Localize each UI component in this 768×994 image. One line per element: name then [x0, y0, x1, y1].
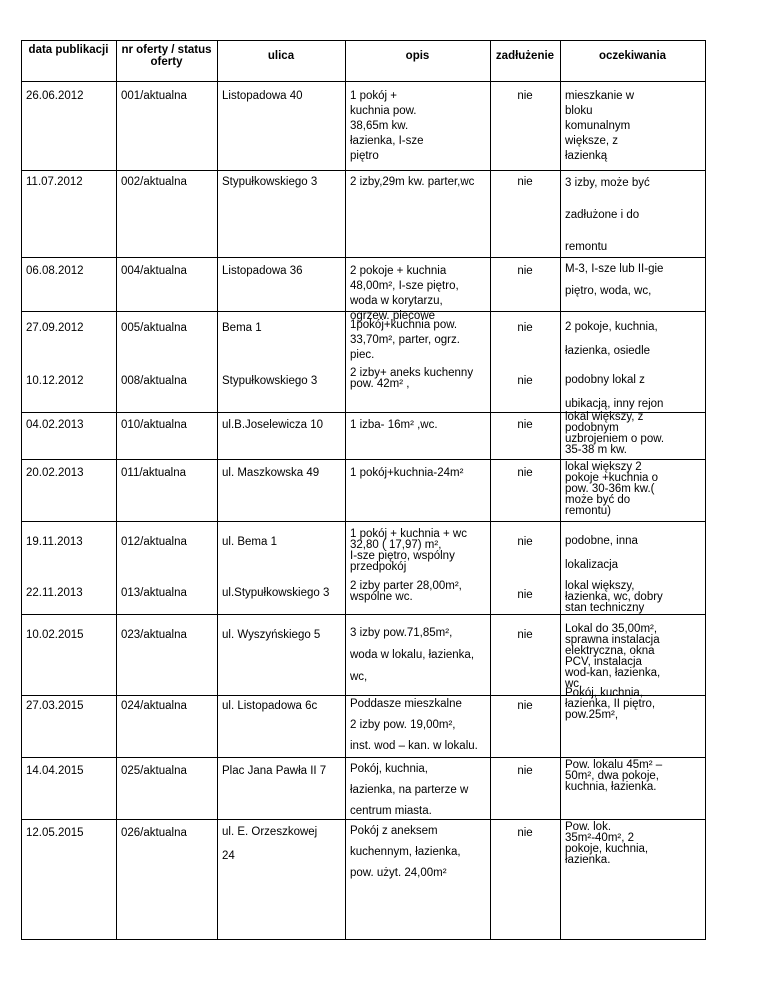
cell-debt: nie: [517, 375, 533, 387]
cell-offer: 025/aktualna: [121, 765, 187, 777]
cell-description: 2 pokoje + kuchnia 48,00m², I-sze piętro, woda w korytarzu, ogrzew. piecowe: [350, 265, 459, 322]
table-rule: [116, 40, 117, 940]
cell-street: ul. Maszkowska 49: [222, 467, 320, 479]
cell-debt: nie: [517, 827, 533, 839]
cell-debt: nie: [517, 265, 533, 277]
cell-street: Bema 1: [222, 322, 262, 334]
cell-offer: 005/aktualna: [121, 322, 187, 334]
cell-date: 26.06.2012: [26, 90, 84, 102]
cell-date: 20.02.2013: [26, 467, 84, 479]
header-street: ulica: [267, 50, 295, 62]
cell-date: 14.04.2015: [26, 765, 84, 777]
cell-street: Listopadowa 40: [222, 90, 303, 102]
cell-date: 27.09.2012: [26, 322, 84, 334]
cell-description: Pokój z aneksem kuchennym, łazienka, pow. użyt. 24,00m²: [350, 825, 461, 879]
cell-date: 04.02.2013: [26, 419, 84, 431]
header-debt: zadłużenie: [495, 50, 555, 62]
cell-debt: nie: [517, 765, 533, 777]
cell-description: Poddasze mieszkalne 2 izby pow. 19,00m², inst. wod – kan. w lokalu.: [350, 698, 478, 752]
cell-offer: 008/aktualna: [121, 375, 187, 387]
cell-offer: 012/aktualna: [121, 536, 187, 548]
cell-date: 12.05.2015: [26, 827, 84, 839]
cell-expectations: Pow. lok. 35m²-40m², 2 pokoje, kuchnia, łazienka.: [565, 821, 649, 866]
cell-offer: 002/aktualna: [121, 176, 187, 188]
cell-expectations: lokal większy, łazienka, wc, dobry stan techniczny: [565, 580, 663, 614]
table-rule: [21, 819, 706, 820]
cell-expectations: podobne, inna lokalizacja: [565, 535, 638, 571]
cell-debt: nie: [517, 536, 533, 548]
cell-street: ul. Wyszyńskiego 5: [222, 629, 321, 641]
cell-expectations: Pow. lokalu 45m² – 50m², dwa pokoje, kuchnia, łazienka.: [565, 759, 663, 793]
cell-street: ul.B.Joselewicza 10: [222, 419, 323, 431]
cell-description: 2 izby+ aneks kuchenny pow. 42m² ,: [350, 367, 474, 390]
table-rule: [21, 614, 706, 615]
cell-street: Stypułkowskiego 3: [222, 176, 318, 188]
cell-expectations: lokal większy, z podobnym uzbrojeniem o pow. 35-38 m kw.: [565, 411, 665, 456]
header-expectations: oczekiwania: [598, 50, 667, 62]
cell-offer: 010/aktualna: [121, 419, 187, 431]
cell-description: 1 pokój+kuchnia-24m²: [350, 467, 464, 479]
cell-offer: 024/aktualna: [121, 700, 187, 712]
cell-debt: nie: [517, 467, 533, 479]
table-rule: [217, 40, 218, 940]
cell-date: 11.07.2012: [26, 176, 83, 188]
cell-description: 3 izby pow.71,85m², woda w lokalu, łazienka, wc,: [350, 627, 475, 683]
cell-street: ul.Stypułkowskiego 3: [222, 587, 330, 599]
cell-date: 22.11.2013: [26, 587, 83, 599]
cell-street: Listopadowa 36: [222, 265, 303, 277]
cell-offer: 026/aktualna: [121, 827, 187, 839]
header-offer-number: nr oferty / status oferty: [121, 44, 212, 68]
cell-street: ul. E. Orzeszkowej 24: [222, 826, 318, 862]
table-rule: [21, 757, 706, 758]
cell-offer: 013/aktualna: [121, 587, 187, 599]
cell-offer: 011/aktualna: [121, 467, 187, 479]
cell-date: 27.03.2015: [26, 700, 84, 712]
cell-date: 10.12.2012: [26, 375, 84, 387]
cell-debt: nie: [517, 90, 533, 102]
table-rule: [560, 40, 561, 940]
table-rule: [345, 40, 346, 940]
cell-expectations: M-3, I-sze lub II-gie piętro, woda, wc,: [565, 263, 664, 297]
cell-offer: 023/aktualna: [121, 629, 187, 641]
cell-debt: nie: [517, 629, 533, 641]
cell-expectations: mieszkanie w bloku komunalnym większe, z łazienką: [565, 90, 635, 162]
table-rule: [21, 521, 706, 522]
cell-street: ul. Listopadowa 6c: [222, 700, 318, 712]
cell-date: 10.02.2015: [26, 629, 84, 641]
cell-debt: nie: [517, 589, 533, 601]
header-description: opis: [405, 50, 430, 62]
cell-offer: 004/aktualna: [121, 265, 187, 277]
cell-description: 1pokój+kuchnia pow. 33,70m², parter, ogrz. piec.: [350, 319, 460, 361]
cell-description: 2 izby,29m kw. parter,wc: [350, 176, 475, 188]
cell-date: 19.11.2013: [26, 536, 83, 548]
table-rule: [21, 459, 706, 460]
cell-description: Pokój, kuchnia, łazienka, na parterze w centrum miasta.: [350, 763, 469, 817]
table-rule: [705, 40, 706, 940]
cell-debt: nie: [517, 322, 533, 334]
cell-offer: 001/aktualna: [121, 90, 187, 102]
cell-expectations: lokal większy 2 pokoje +kuchnia o pow. 30-36m kw.( może być do remontu): [565, 461, 659, 517]
cell-expectations: Lokal do 35,00m², sprawna instalacja elektryczna, okna PCV, instalacja wod-kan, łazienka, wc.: [565, 623, 661, 690]
table-rule: [21, 257, 706, 258]
cell-debt: nie: [517, 419, 533, 431]
table-rule: [21, 170, 706, 171]
table-rule: [21, 40, 706, 41]
cell-debt: nie: [517, 700, 533, 712]
cell-expectations: Pokój, kuchnia, łazienka, II piętro, pow.25m²,: [565, 687, 656, 721]
cell-expectations: podobny lokal z ubikacją, inny rejon: [565, 374, 664, 410]
cell-expectations: 3 izby, może być zadłużone i do remontu: [565, 177, 650, 253]
cell-street: ul. Bema 1: [222, 536, 277, 548]
table-rule: [21, 81, 706, 82]
cell-description: 1 pokój + kuchnia + wc 32,80 ( 17,97) m², I-sze piętro, wspólny przedpokój: [350, 528, 467, 573]
cell-debt: nie: [517, 176, 533, 188]
cell-expectations: 2 pokoje, kuchnia, łazienka, osiedle: [565, 321, 658, 357]
cell-description: 1 pokój + kuchnia pow. 38,65m kw. łazienka, I-sze piętro: [350, 90, 424, 162]
cell-street: Stypułkowskiego 3: [222, 375, 318, 387]
table-rule: [21, 40, 22, 940]
cell-street: Plac Jana Pawła II 7: [222, 765, 327, 777]
cell-date: 06.08.2012: [26, 265, 84, 277]
table-rule: [21, 939, 706, 940]
header-date: data publikacji: [28, 44, 109, 56]
cell-description: 2 izby parter 28,00m², wspólne wc.: [350, 580, 462, 603]
cell-description: 1 izba- 16m² ,wc.: [350, 419, 438, 431]
